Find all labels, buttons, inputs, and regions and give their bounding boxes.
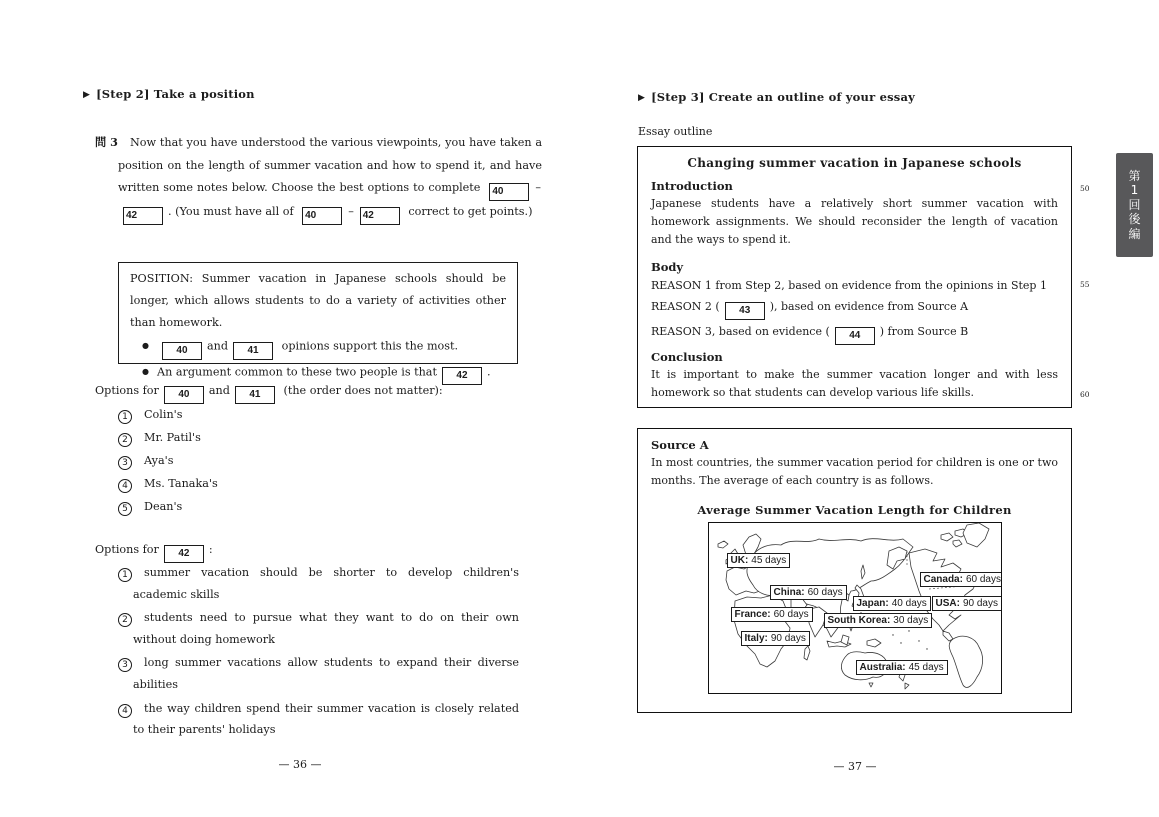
country-days: 60 days <box>773 609 809 621</box>
answer-box-41: 41 <box>235 386 275 404</box>
bullet-1-text: and <box>206 339 229 353</box>
side-tab-char: 1 <box>1130 183 1139 198</box>
essay-outline-box <box>637 146 1072 408</box>
essay-outline-label: Essay outline <box>638 125 713 138</box>
option-text: Dean's <box>144 500 183 513</box>
bullet-1-text: opinions support this the most. <box>281 339 459 353</box>
map-label-france <box>731 607 813 622</box>
list-item <box>118 495 518 518</box>
list-item <box>118 449 518 472</box>
map-title: Average Summer Vacation Length for Children <box>697 503 1012 518</box>
reason-2-text: ), based on evidence from Source A <box>769 299 969 313</box>
side-tab-char: 編 <box>1128 226 1141 241</box>
option-text: Colin's <box>144 408 183 421</box>
country-days: 45 days <box>908 662 944 674</box>
reason-1: REASON 1 from Step 2, based on evidence from the opinions in Step 1 <box>651 278 1047 292</box>
source-a-box <box>637 428 1072 713</box>
triangle-marker-icon: ▶ <box>638 93 646 103</box>
circled-number: 2 <box>118 613 132 627</box>
answer-box-40: 40 <box>162 342 202 360</box>
circled-number: 4 <box>118 704 132 718</box>
country-name: Italy: <box>744 633 768 645</box>
answer-box-42: 42 <box>442 367 482 385</box>
answer-box-44: 44 <box>835 327 875 345</box>
country-name: Australia: <box>859 662 906 674</box>
step-2-header <box>83 87 255 101</box>
country-name: Canada: <box>923 574 963 586</box>
circled-number: 2 <box>118 433 132 447</box>
conclusion-heading: Conclusion <box>651 349 723 364</box>
answer-box-42: 42 <box>164 545 204 563</box>
answer-box-42: 42 <box>360 207 400 225</box>
option-text: Ms. Tanaka's <box>144 477 218 490</box>
options-header-text: : <box>208 543 213 556</box>
map-label-usa <box>932 596 1002 611</box>
question-3-text: correct to get points.) <box>408 205 533 218</box>
side-tab-char: 第 <box>1128 168 1141 183</box>
circled-number: 1 <box>118 568 132 582</box>
country-name: France: <box>734 609 771 621</box>
question-3-number: 問 3 <box>95 135 118 149</box>
body-heading: Body <box>651 259 684 274</box>
step-3-header <box>638 90 915 104</box>
reason-3-text: ) from Source B <box>879 324 969 338</box>
map-label-italy <box>741 631 810 646</box>
options-header-text: (the order does not matter): <box>283 384 443 397</box>
bullet-icon: ● <box>142 366 149 376</box>
country-name: South Korea: <box>827 615 891 627</box>
circled-number: 3 <box>118 658 132 672</box>
reason-2 <box>651 295 1058 320</box>
essay-title: Changing summer vacation in Japanese schools <box>687 156 1022 170</box>
question-3-text: . (You must have all of <box>168 205 294 218</box>
triangle-marker-icon: ▶ <box>83 90 91 100</box>
list-item <box>118 607 519 650</box>
option-text: Mr. Patil's <box>144 431 201 444</box>
options-header-text: and <box>208 384 230 397</box>
question-3-text: Now that you have understood the various viewpoints, you have taken a position on the length of summer vacation and how to spend it, and have written some notes below. Choose the best options to complete <box>118 136 542 194</box>
map-label-australia <box>856 660 948 675</box>
country-days: 60 days <box>965 574 1001 586</box>
country-days: 90 days <box>962 598 998 610</box>
country-name: Japan: <box>856 598 889 610</box>
bullet-icon: ● <box>142 341 149 350</box>
bullet-2-text: . <box>486 365 491 378</box>
answer-box-40: 40 <box>302 207 342 225</box>
page-number-37: — 37 — <box>833 760 877 773</box>
step-3-header-label: [Step 3] Create an outline of your essay <box>651 90 915 104</box>
reason-3-text: REASON 3, based on evidence ( <box>651 324 830 338</box>
line-number: 60 <box>1080 390 1090 399</box>
list-item <box>118 472 518 495</box>
answer-box-43: 43 <box>725 302 765 320</box>
range-dash: – <box>348 205 354 218</box>
source-a-heading: Source A <box>651 438 709 452</box>
circled-number: 3 <box>118 456 132 470</box>
position-statement: POSITION: Summer vacation in Japanese schools should be longer, which allows students to do a variety of activities other than homework. <box>130 272 506 329</box>
source-a-text: In most countries, the summer vacation period for children is one or two months. The average of each country is as follows. <box>651 456 1058 488</box>
line-number: 50 <box>1080 184 1090 193</box>
map-label-china <box>770 585 847 600</box>
map-label-south-korea <box>824 613 933 628</box>
side-tab-char: 後 <box>1128 212 1141 227</box>
options-40-41-header <box>95 381 443 404</box>
country-days: 90 days <box>770 633 806 645</box>
options-40-41-list <box>118 403 518 518</box>
question-3-paragraph <box>95 131 542 225</box>
option-text: Aya's <box>144 454 174 467</box>
country-days: 60 days <box>807 587 843 599</box>
reason-2-text: REASON 2 ( <box>651 299 720 313</box>
country-name: UK: <box>730 555 749 567</box>
options-header-text: Options for <box>95 384 159 397</box>
map-label-uk <box>727 553 791 568</box>
circled-number: 5 <box>118 502 132 516</box>
options-42-list <box>118 562 519 743</box>
answer-box-40: 40 <box>164 386 204 404</box>
bullet-2-text: An argument common to these two people is that <box>156 365 437 378</box>
world-map <box>708 522 1002 694</box>
answer-box-41: 41 <box>233 342 273 360</box>
option-text: the way children spend their summer vacation is closely related to their parents' holidays <box>133 701 519 737</box>
side-tab-session-1-part-2 <box>1116 153 1153 257</box>
reason-3 <box>651 320 1058 345</box>
option-text: students need to pursue what they want to do on their own without doing homework <box>133 611 519 646</box>
circled-number: 4 <box>118 479 132 493</box>
introduction-text: Japanese students have a relatively short summer vacation with homework assignments. We should reconsider the length of vacation and the ways to spend it. <box>651 197 1058 247</box>
line-number: 55 <box>1080 280 1090 289</box>
country-days: 30 days <box>893 615 929 627</box>
step-2-header-label: [Step 2] Take a position <box>96 87 255 101</box>
list-item <box>118 698 519 741</box>
option-text: summer vacation should be shorter to develop children's academic skills <box>133 566 519 601</box>
country-name: China: <box>773 587 805 599</box>
list-item <box>118 562 519 605</box>
map-label-japan <box>853 596 931 611</box>
position-box <box>118 262 518 381</box>
conclusion-text: It is important to make the summer vacation longer and with less homework so that students can develop various life skills. <box>651 367 1058 399</box>
answer-box-42: 42 <box>123 207 163 225</box>
answer-box-40: 40 <box>489 183 529 201</box>
list-item <box>118 403 518 426</box>
range-dash: – <box>535 181 541 194</box>
introduction-heading: Introduction <box>651 179 733 193</box>
options-header-text: Options for <box>95 543 159 556</box>
list-item <box>118 652 519 695</box>
country-days: 45 days <box>751 555 787 567</box>
options-42-header <box>95 540 213 563</box>
circled-number: 1 <box>118 410 132 424</box>
country-days: 40 days <box>891 598 927 610</box>
country-name: USA: <box>935 598 960 610</box>
position-bullet-1 <box>130 334 506 360</box>
option-text: long summer vacations allow students to expand their diverse abilities <box>133 656 519 691</box>
side-tab-char: 回 <box>1128 197 1141 212</box>
page-number-36: — 36 — <box>278 758 322 771</box>
list-item <box>118 426 518 449</box>
map-label-canada <box>920 572 1002 587</box>
